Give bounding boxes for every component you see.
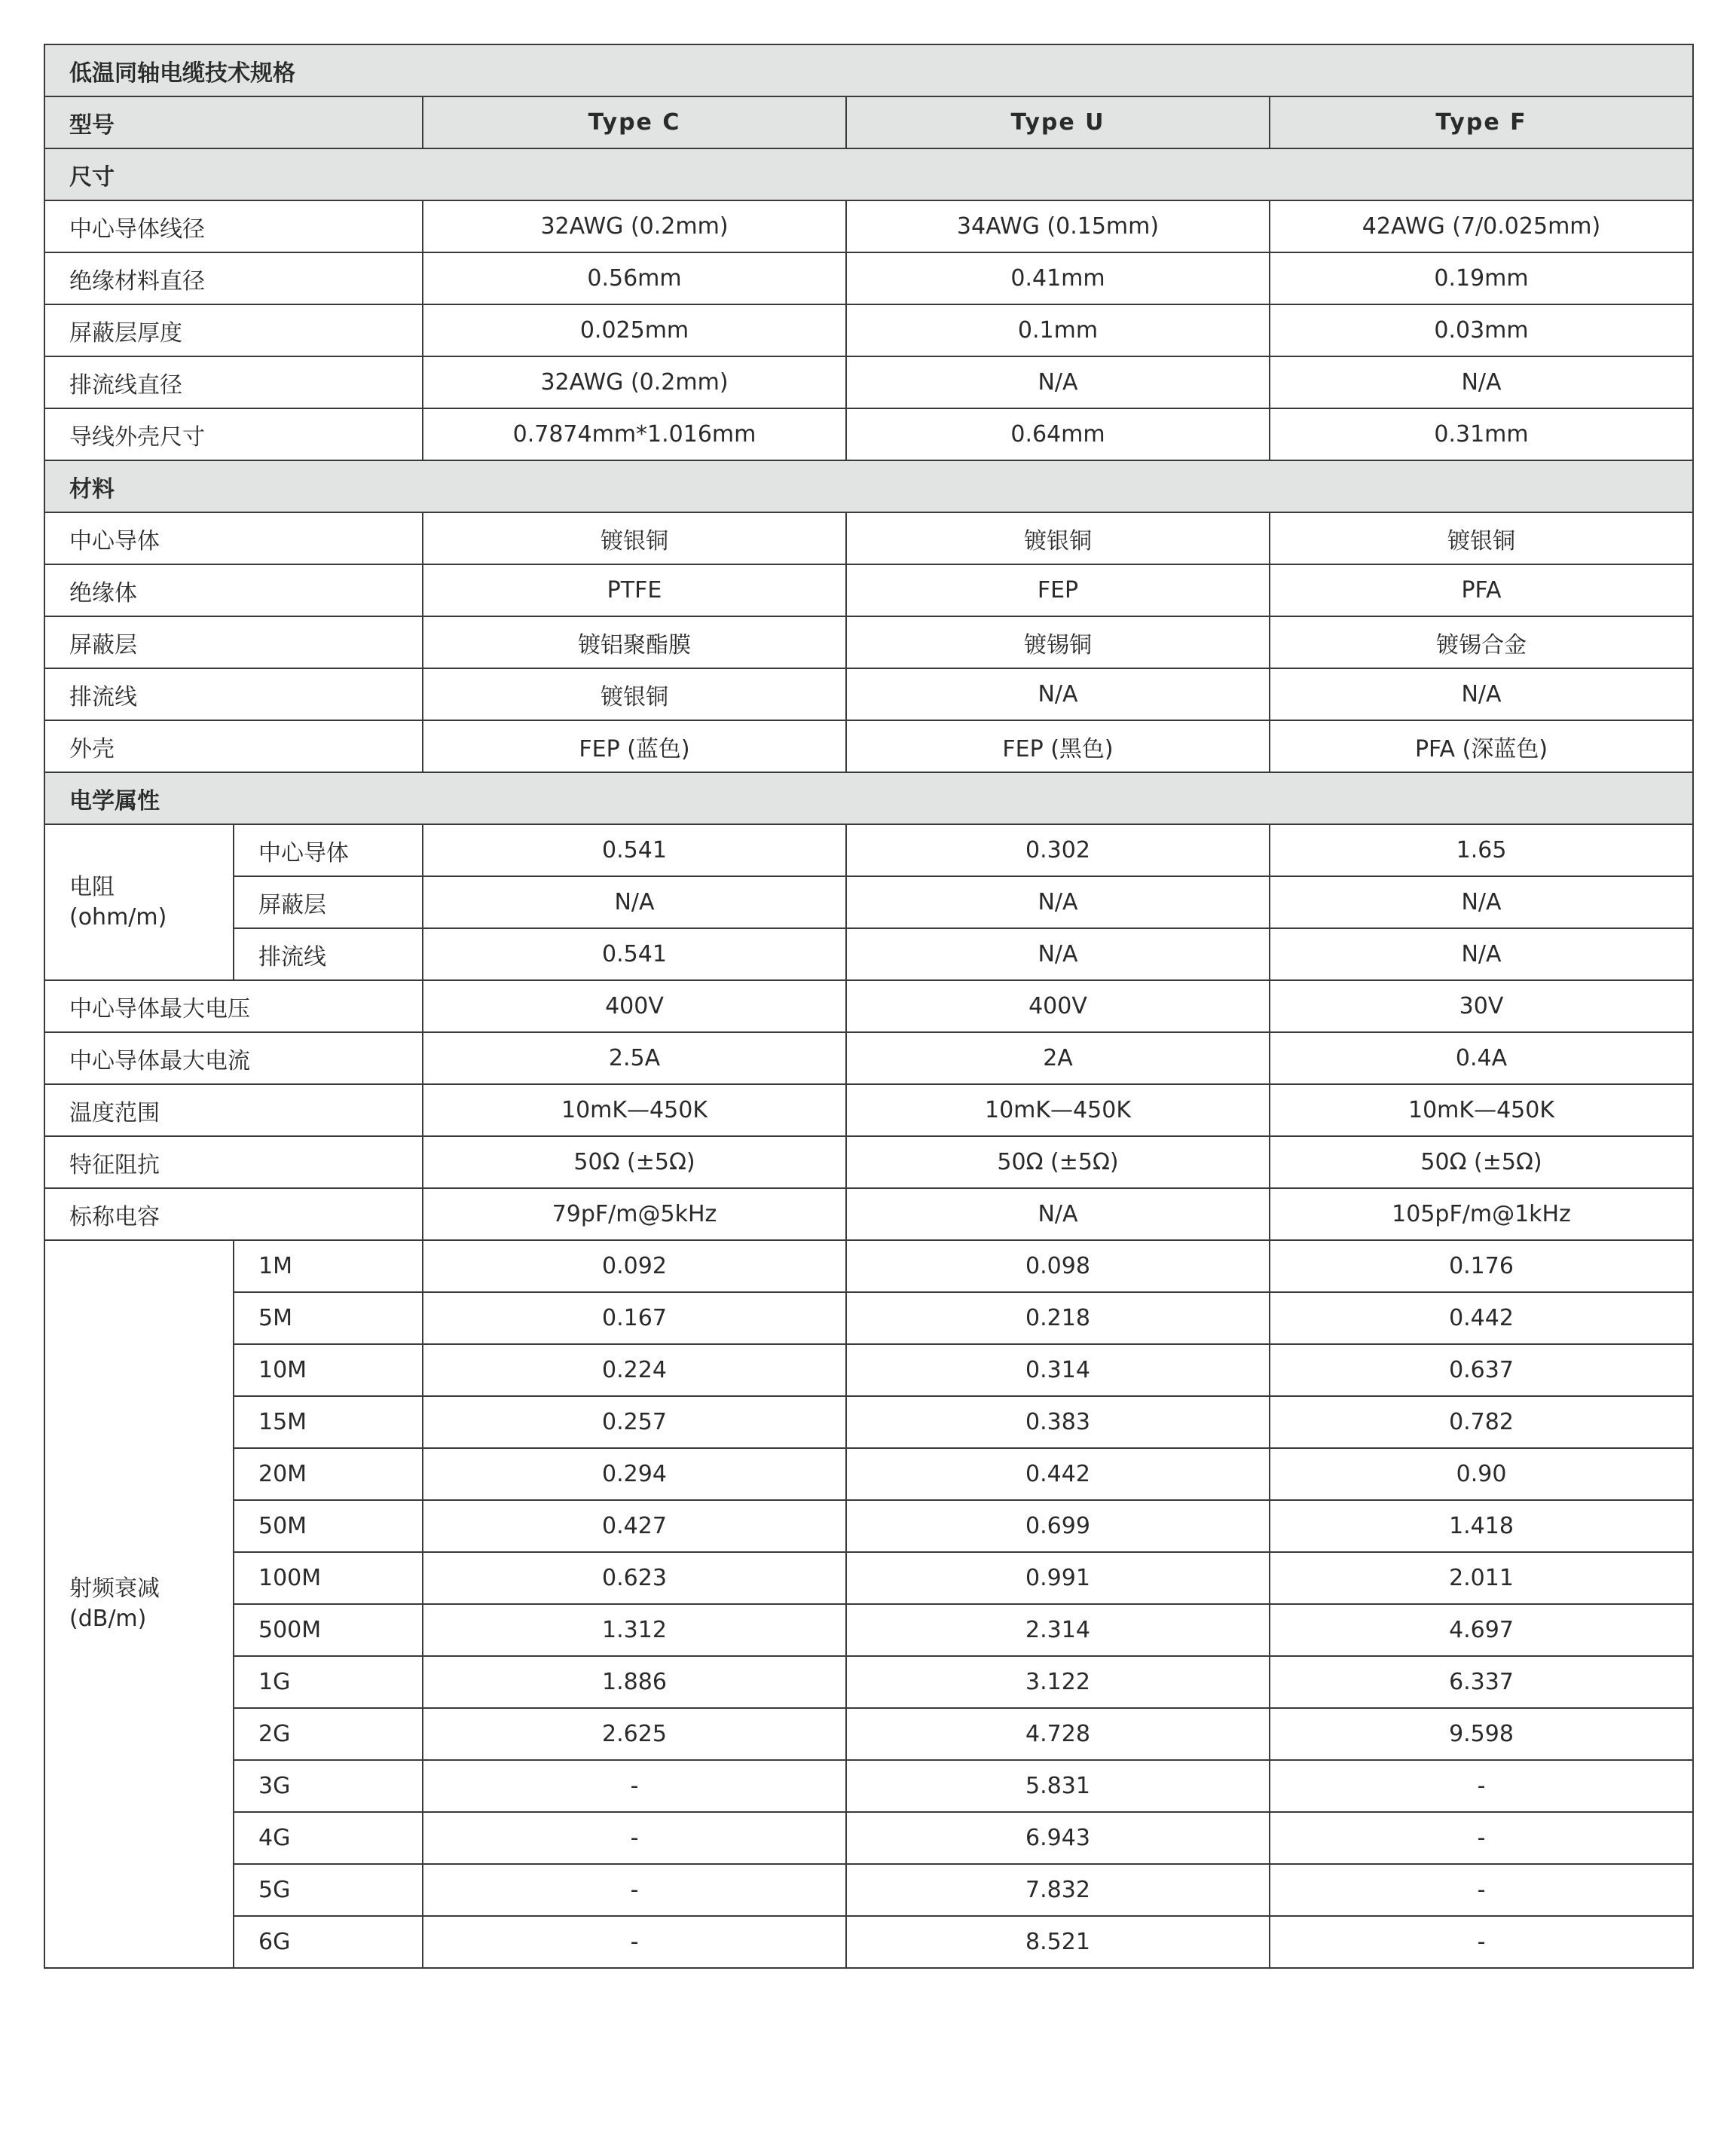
table-row bbox=[44, 824, 1693, 876]
spec-table bbox=[44, 44, 1694, 1969]
row-sublabel: 屏蔽层 bbox=[234, 876, 423, 928]
resistance-unit: (ohm/m) bbox=[69, 903, 167, 930]
row-sublabel: 6G bbox=[234, 1916, 423, 1968]
value-cell: 1.312 bbox=[423, 1604, 846, 1656]
value-cell: N/A bbox=[846, 928, 1270, 980]
table-row bbox=[44, 928, 1693, 980]
row-label: 中心导体最大电压 bbox=[44, 980, 423, 1032]
table-row bbox=[44, 1344, 1693, 1396]
spec-table-body bbox=[44, 44, 1693, 1968]
table-row bbox=[44, 616, 1693, 668]
value-cell: 0.4A bbox=[1270, 1032, 1693, 1084]
row-sublabel: 5G bbox=[234, 1864, 423, 1916]
value-cell: 105pF/m@1kHz bbox=[1270, 1188, 1693, 1240]
row-sublabel: 100M bbox=[234, 1552, 423, 1604]
row-label: 中心导体最大电流 bbox=[44, 1032, 423, 1084]
row-label: 排流线 bbox=[44, 668, 423, 720]
value-cell: 32AWG (0.2mm) bbox=[423, 356, 846, 408]
value-cell: 2.5A bbox=[423, 1032, 846, 1084]
table-row bbox=[44, 1448, 1693, 1500]
row-label: 屏蔽层 bbox=[44, 616, 423, 668]
value-cell: N/A bbox=[1270, 668, 1693, 720]
row-sublabel: 2G bbox=[234, 1708, 423, 1760]
value-cell: 0.302 bbox=[846, 824, 1270, 876]
value-cell: 0.383 bbox=[846, 1396, 1270, 1448]
row-label: 中心导体线径 bbox=[44, 200, 423, 252]
row-sublabel: 4G bbox=[234, 1812, 423, 1864]
value-cell: 0.218 bbox=[846, 1292, 1270, 1344]
resistance-group-label bbox=[44, 824, 234, 980]
value-cell: N/A bbox=[846, 356, 1270, 408]
row-sublabel: 排流线 bbox=[234, 928, 423, 980]
table-row bbox=[44, 1604, 1693, 1656]
row-sublabel: 5M bbox=[234, 1292, 423, 1344]
table-row bbox=[44, 1760, 1693, 1812]
table-row bbox=[44, 1396, 1693, 1448]
value-cell: 镀银铜 bbox=[1270, 512, 1693, 564]
value-cell: 6.943 bbox=[846, 1812, 1270, 1864]
value-cell: 0.257 bbox=[423, 1396, 846, 1448]
type-c-header: Type C bbox=[423, 96, 846, 148]
value-cell: 0.56mm bbox=[423, 252, 846, 304]
row-sublabel: 10M bbox=[234, 1344, 423, 1396]
value-cell: 3.122 bbox=[846, 1656, 1270, 1708]
value-cell: 8.521 bbox=[846, 1916, 1270, 1968]
value-cell: 0.098 bbox=[846, 1240, 1270, 1292]
row-label: 绝缘体 bbox=[44, 564, 423, 616]
value-cell: - bbox=[423, 1812, 846, 1864]
value-cell: 0.176 bbox=[1270, 1240, 1693, 1292]
value-cell: 6.337 bbox=[1270, 1656, 1693, 1708]
table-row bbox=[44, 1188, 1693, 1240]
table-row bbox=[44, 564, 1693, 616]
value-cell: 镀银铜 bbox=[423, 668, 846, 720]
row-label: 屏蔽层厚度 bbox=[44, 304, 423, 356]
row-label: 外壳 bbox=[44, 720, 423, 772]
table-row bbox=[44, 356, 1693, 408]
value-cell: 5.831 bbox=[846, 1760, 1270, 1812]
value-cell: 32AWG (0.2mm) bbox=[423, 200, 846, 252]
value-cell: N/A bbox=[1270, 928, 1693, 980]
row-sublabel: 1M bbox=[234, 1240, 423, 1292]
value-cell: 0.991 bbox=[846, 1552, 1270, 1604]
type-header-row bbox=[44, 96, 1693, 148]
value-cell: 0.541 bbox=[423, 928, 846, 980]
value-cell: N/A bbox=[1270, 876, 1693, 928]
value-cell: 400V bbox=[846, 980, 1270, 1032]
value-cell: 2.314 bbox=[846, 1604, 1270, 1656]
row-sublabel: 15M bbox=[234, 1396, 423, 1448]
value-cell: 镀锡铜 bbox=[846, 616, 1270, 668]
value-cell: 镀银铜 bbox=[423, 512, 846, 564]
value-cell: 0.699 bbox=[846, 1500, 1270, 1552]
row-sublabel: 3G bbox=[234, 1760, 423, 1812]
value-cell: 0.427 bbox=[423, 1500, 846, 1552]
value-cell: 0.1mm bbox=[846, 304, 1270, 356]
value-cell: N/A bbox=[846, 1188, 1270, 1240]
value-cell: 9.598 bbox=[1270, 1708, 1693, 1760]
table-row bbox=[44, 1916, 1693, 1968]
value-cell: 0.03mm bbox=[1270, 304, 1693, 356]
row-sublabel: 50M bbox=[234, 1500, 423, 1552]
row-label: 导线外壳尺寸 bbox=[44, 408, 423, 460]
value-cell: 0.782 bbox=[1270, 1396, 1693, 1448]
value-cell: N/A bbox=[1270, 356, 1693, 408]
table-title-row bbox=[44, 44, 1693, 96]
resistance-label: 电阻 bbox=[69, 873, 115, 900]
value-cell: 0.7874mm*1.016mm bbox=[423, 408, 846, 460]
table-row bbox=[44, 304, 1693, 356]
electrical-section-row bbox=[44, 772, 1693, 824]
value-cell: 2A bbox=[846, 1032, 1270, 1084]
value-cell: 镀银铜 bbox=[846, 512, 1270, 564]
table-row bbox=[44, 1864, 1693, 1916]
value-cell: 0.167 bbox=[423, 1292, 846, 1344]
value-cell: - bbox=[423, 1760, 846, 1812]
value-cell: 0.442 bbox=[1270, 1292, 1693, 1344]
table-row bbox=[44, 1240, 1693, 1292]
table-row bbox=[44, 200, 1693, 252]
value-cell: 400V bbox=[423, 980, 846, 1032]
value-cell: 0.294 bbox=[423, 1448, 846, 1500]
value-cell: PFA (深蓝色) bbox=[1270, 720, 1693, 772]
value-cell: 0.025mm bbox=[423, 304, 846, 356]
model-label: 型号 bbox=[44, 96, 423, 148]
value-cell: PTFE bbox=[423, 564, 846, 616]
value-cell: 镀锡合金 bbox=[1270, 616, 1693, 668]
row-sublabel: 20M bbox=[234, 1448, 423, 1500]
type-f-header: Type F bbox=[1270, 96, 1693, 148]
size-section-title: 尺寸 bbox=[44, 148, 1693, 200]
value-cell: 7.832 bbox=[846, 1864, 1270, 1916]
value-cell: N/A bbox=[423, 876, 846, 928]
row-label: 温度范围 bbox=[44, 1084, 423, 1136]
value-cell: 50Ω (±5Ω) bbox=[846, 1136, 1270, 1188]
value-cell: - bbox=[1270, 1812, 1693, 1864]
table-row bbox=[44, 1812, 1693, 1864]
row-label: 绝缘材料直径 bbox=[44, 252, 423, 304]
table-row bbox=[44, 512, 1693, 564]
row-sublabel: 500M bbox=[234, 1604, 423, 1656]
value-cell: FEP (黑色) bbox=[846, 720, 1270, 772]
value-cell: 79pF/m@5kHz bbox=[423, 1188, 846, 1240]
value-cell: FEP (蓝色) bbox=[423, 720, 846, 772]
value-cell: 4.697 bbox=[1270, 1604, 1693, 1656]
table-row bbox=[44, 408, 1693, 460]
table-title: 低温同轴电缆技术规格 bbox=[44, 44, 1693, 96]
value-cell: 10mK—450K bbox=[1270, 1084, 1693, 1136]
value-cell: 0.092 bbox=[423, 1240, 846, 1292]
value-cell: PFA bbox=[1270, 564, 1693, 616]
row-sublabel: 中心导体 bbox=[234, 824, 423, 876]
table-row bbox=[44, 1032, 1693, 1084]
table-row bbox=[44, 668, 1693, 720]
value-cell: 0.31mm bbox=[1270, 408, 1693, 460]
electrical-section-title: 电学属性 bbox=[44, 772, 1693, 824]
value-cell: - bbox=[1270, 1760, 1693, 1812]
value-cell: 1.886 bbox=[423, 1656, 846, 1708]
table-row bbox=[44, 1136, 1693, 1188]
table-row bbox=[44, 1552, 1693, 1604]
value-cell: 34AWG (0.15mm) bbox=[846, 200, 1270, 252]
value-cell: 0.224 bbox=[423, 1344, 846, 1396]
value-cell: 4.728 bbox=[846, 1708, 1270, 1760]
value-cell: 1.65 bbox=[1270, 824, 1693, 876]
table-row bbox=[44, 876, 1693, 928]
value-cell: - bbox=[423, 1916, 846, 1968]
value-cell: - bbox=[1270, 1916, 1693, 1968]
table-row bbox=[44, 252, 1693, 304]
value-cell: 30V bbox=[1270, 980, 1693, 1032]
value-cell: 0.314 bbox=[846, 1344, 1270, 1396]
row-label: 中心导体 bbox=[44, 512, 423, 564]
table-row bbox=[44, 720, 1693, 772]
row-label: 排流线直径 bbox=[44, 356, 423, 408]
size-section-row bbox=[44, 148, 1693, 200]
value-cell: 2.625 bbox=[423, 1708, 846, 1760]
material-section-row bbox=[44, 460, 1693, 512]
value-cell: 50Ω (±5Ω) bbox=[1270, 1136, 1693, 1188]
value-cell: - bbox=[423, 1864, 846, 1916]
value-cell: 10mK—450K bbox=[846, 1084, 1270, 1136]
value-cell: 10mK—450K bbox=[423, 1084, 846, 1136]
value-cell: 0.41mm bbox=[846, 252, 1270, 304]
row-label: 标称电容 bbox=[44, 1188, 423, 1240]
row-label: 特征阻抗 bbox=[44, 1136, 423, 1188]
table-row bbox=[44, 1084, 1693, 1136]
type-u-header: Type U bbox=[846, 96, 1270, 148]
value-cell: 0.623 bbox=[423, 1552, 846, 1604]
attenuation-label: 射频衰减 bbox=[69, 1575, 160, 1602]
value-cell: 42AWG (7/0.025mm) bbox=[1270, 200, 1693, 252]
row-sublabel: 1G bbox=[234, 1656, 423, 1708]
value-cell: 2.011 bbox=[1270, 1552, 1693, 1604]
value-cell: 0.637 bbox=[1270, 1344, 1693, 1396]
table-row bbox=[44, 980, 1693, 1032]
table-row bbox=[44, 1708, 1693, 1760]
table-row bbox=[44, 1292, 1693, 1344]
value-cell: 0.19mm bbox=[1270, 252, 1693, 304]
table-row bbox=[44, 1656, 1693, 1708]
value-cell: 1.418 bbox=[1270, 1500, 1693, 1552]
value-cell: 0.541 bbox=[423, 824, 846, 876]
value-cell: 50Ω (±5Ω) bbox=[423, 1136, 846, 1188]
attenuation-group-label bbox=[44, 1240, 234, 1968]
attenuation-unit: (dB/m) bbox=[69, 1606, 147, 1632]
value-cell: FEP bbox=[846, 564, 1270, 616]
material-section-title: 材料 bbox=[44, 460, 1693, 512]
value-cell: 镀铝聚酯膜 bbox=[423, 616, 846, 668]
table-row bbox=[44, 1500, 1693, 1552]
value-cell: N/A bbox=[846, 876, 1270, 928]
value-cell: 0.64mm bbox=[846, 408, 1270, 460]
value-cell: N/A bbox=[846, 668, 1270, 720]
value-cell: 0.90 bbox=[1270, 1448, 1693, 1500]
value-cell: - bbox=[1270, 1864, 1693, 1916]
value-cell: 0.442 bbox=[846, 1448, 1270, 1500]
